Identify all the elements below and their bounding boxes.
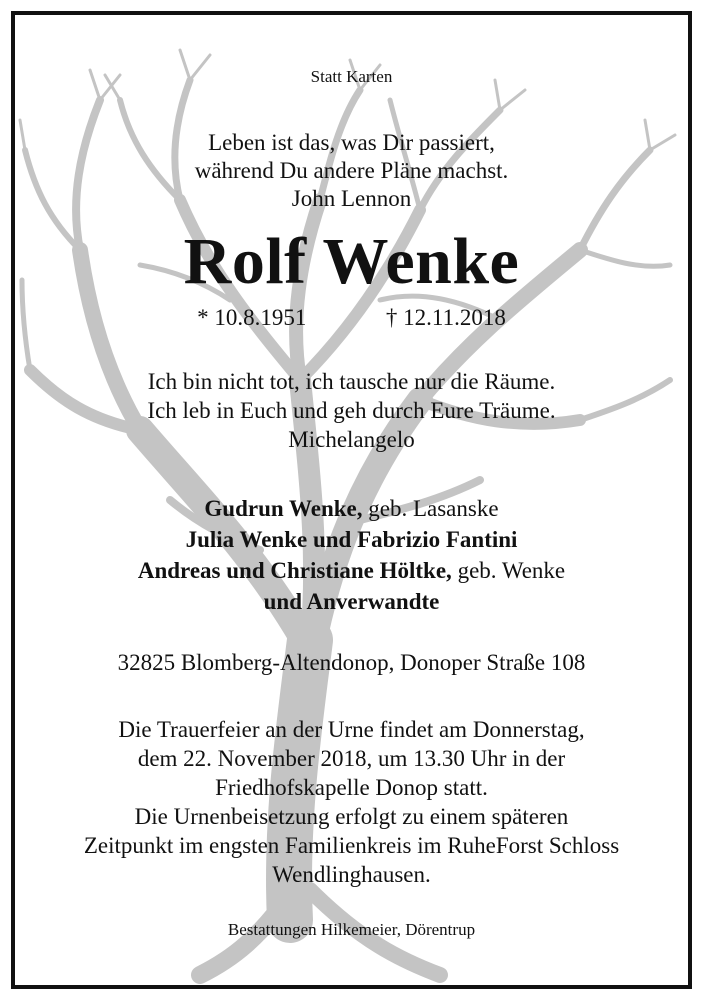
quote-line-1: Leben ist das, was Dir passiert, — [208, 130, 495, 155]
mourner-relatives: und Anverwandte — [263, 589, 440, 614]
mourner-andreas-maiden: geb. Wenke — [451, 558, 566, 583]
mourner-andreas — [0, 558, 703, 584]
quote-line-2: während Du andere Pläne machst. — [194, 158, 509, 183]
ceremony-line-3: Friedhofskapelle Donop statt. — [215, 775, 488, 800]
funeral-home: Bestattungen Hilkemeier, Dörentrup — [227, 920, 476, 939]
address: 32825 Blomberg-Altendonop, Donoper Straße 108 — [117, 650, 586, 675]
ceremony-line-5: Zeitpunkt im engsten Familienkreis im RuheForst Schloss — [83, 833, 620, 858]
mourner-andreas-name: Andreas und Christiane Höltke, — [137, 558, 452, 583]
deceased-name: Rolf Wenke — [183, 225, 520, 298]
mourner-julia: Julia Wenke und Fabrizio Fantini — [185, 527, 518, 552]
quote2-author: Michelangelo — [288, 427, 415, 452]
quote2-line-2: Ich leb in Euch und geh durch Eure Träume. — [147, 398, 556, 423]
mourner-gudrun-name: Gudrun Wenke, — [204, 496, 363, 521]
quote2-line-1: Ich bin nicht tot, ich tausche nur die Räume. — [147, 369, 556, 394]
ceremony-line-4: Die Urnenbeisetzung erfolgt zu einem späteren — [134, 804, 569, 829]
statt-karten-text: Statt Karten — [310, 67, 393, 86]
ceremony-line-6: Wendlinghausen. — [272, 862, 431, 887]
death-date: † 12.11.2018 — [385, 305, 506, 330]
birth-date: * 10.8.1951 — [197, 305, 307, 330]
quote-author: John Lennon — [291, 186, 412, 211]
ceremony-line-2: dem 22. November 2018, um 13.30 Uhr in der — [137, 746, 566, 771]
life-dates — [0, 305, 703, 331]
mourner-gudrun — [0, 496, 703, 522]
mourner-gudrun-maiden: geb. Lasanske — [362, 496, 499, 521]
ceremony-line-1: Die Trauerfeier an der Urne findet am Donnerstag, — [118, 717, 585, 742]
